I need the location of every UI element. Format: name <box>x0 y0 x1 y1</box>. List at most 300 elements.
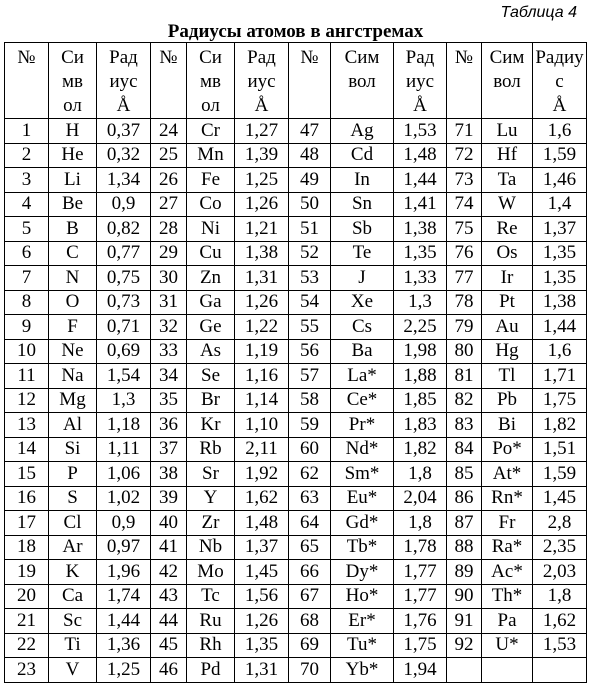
table-row <box>5 143 587 168</box>
symbol-cell: At* <box>482 462 533 487</box>
number-cell: 13 <box>5 413 49 438</box>
radius-cell: 1,46 <box>533 168 587 193</box>
radius-cell: 1,10 <box>235 413 289 438</box>
number-cell: 31 <box>151 290 187 315</box>
radius-cell: 1,88 <box>394 364 447 389</box>
number-cell: 40 <box>151 511 187 536</box>
symbol-cell: Ru <box>187 609 235 634</box>
symbol-cell: La* <box>331 364 394 389</box>
symbol-cell: Fr <box>482 511 533 536</box>
number-cell: 11 <box>5 364 49 389</box>
symbol-cell: Sm* <box>331 462 394 487</box>
radius-cell: 1,62 <box>533 609 587 634</box>
symbol-cell: Br <box>187 388 235 413</box>
symbol-cell: Zr <box>187 511 235 536</box>
number-cell: 69 <box>289 633 331 658</box>
number-cell: 23 <box>5 658 49 683</box>
number-cell: 37 <box>151 437 187 462</box>
symbol-cell: Ra* <box>482 535 533 560</box>
number-cell: 16 <box>5 486 49 511</box>
radius-cell: 1,45 <box>533 486 587 511</box>
radius-cell: 1,76 <box>394 609 447 634</box>
number-cell: 58 <box>289 388 331 413</box>
number-cell: 70 <box>289 658 331 683</box>
table-row <box>5 266 587 291</box>
radius-cell: 1,22 <box>235 315 289 340</box>
radius-cell: 1,41 <box>394 192 447 217</box>
number-cell: 48 <box>289 143 331 168</box>
number-cell: 54 <box>289 290 331 315</box>
number-cell: 52 <box>289 241 331 266</box>
number-cell: 84 <box>447 437 482 462</box>
number-cell: 88 <box>447 535 482 560</box>
symbol-cell: Nd* <box>331 437 394 462</box>
radius-cell: 1,85 <box>394 388 447 413</box>
number-cell: 76 <box>447 241 482 266</box>
number-cell: 82 <box>447 388 482 413</box>
radius-cell: 1,8 <box>394 511 447 536</box>
table-row <box>5 339 587 364</box>
header-symbol-3 <box>331 43 394 119</box>
radius-cell: 0,77 <box>97 241 151 266</box>
table-row <box>5 119 587 144</box>
header-text-line: Си <box>199 47 222 68</box>
table-row <box>5 315 587 340</box>
symbol-cell: Pd <box>187 658 235 683</box>
header-number-3 <box>289 43 331 119</box>
symbol-cell: Rn* <box>482 486 533 511</box>
radius-cell: 2,03 <box>533 560 587 585</box>
number-cell: 75 <box>447 217 482 242</box>
symbol-cell: Ti <box>49 633 97 658</box>
number-cell: 21 <box>5 609 49 634</box>
number-cell: 15 <box>5 462 49 487</box>
table-row <box>5 511 587 536</box>
table-row <box>5 364 587 389</box>
radius-cell: 1,6 <box>533 119 587 144</box>
symbol-cell: Cr <box>187 119 235 144</box>
symbol-cell: U* <box>482 633 533 658</box>
header-text-line: Å <box>254 95 269 116</box>
symbol-cell: Tl <box>482 364 533 389</box>
symbol-cell: B <box>49 217 97 242</box>
header-text-line: Радиу <box>535 47 584 68</box>
symbol-cell: Sc <box>49 609 97 634</box>
radius-cell: 1,35 <box>394 241 447 266</box>
radius-cell: 1,8 <box>394 462 447 487</box>
number-cell: 42 <box>151 560 187 585</box>
radius-cell: 1,18 <box>97 413 151 438</box>
radius-cell: 1,31 <box>235 658 289 683</box>
symbol-cell: Ga <box>187 290 235 315</box>
header-number-2 <box>151 43 187 119</box>
radius-cell: 1,74 <box>97 584 151 609</box>
symbol-cell: C <box>49 241 97 266</box>
number-cell: 20 <box>5 584 49 609</box>
symbol-cell: Hg <box>482 339 533 364</box>
number-cell: 10 <box>5 339 49 364</box>
number-cell: 73 <box>447 168 482 193</box>
symbol-cell: Ni <box>187 217 235 242</box>
radius-cell: 1,98 <box>394 339 447 364</box>
header-text-line: вол <box>348 71 376 92</box>
radius-cell: 1,71 <box>533 364 587 389</box>
number-cell: 55 <box>289 315 331 340</box>
header-symbol-2 <box>187 43 235 119</box>
header-text-line: Å <box>552 95 567 116</box>
symbol-cell: Pa <box>482 609 533 634</box>
symbol-cell: Ag <box>331 119 394 144</box>
radius-cell: 0,71 <box>97 315 151 340</box>
radius-cell: 1,36 <box>97 633 151 658</box>
header-text-line: мв <box>200 71 221 92</box>
symbol-cell: Ta <box>482 168 533 193</box>
symbol-cell: Th* <box>482 584 533 609</box>
radius-cell: 1,06 <box>97 462 151 487</box>
symbol-cell: Tu* <box>331 633 394 658</box>
radius-cell: 1,11 <box>97 437 151 462</box>
radius-cell: 1,59 <box>533 143 587 168</box>
symbol-cell: Pt <box>482 290 533 315</box>
symbol-cell: Pb <box>482 388 533 413</box>
number-cell: 5 <box>5 217 49 242</box>
radius-cell: 1,53 <box>394 119 447 144</box>
radius-cell: 1,44 <box>533 315 587 340</box>
radius-cell: 1,38 <box>235 241 289 266</box>
number-cell: 41 <box>151 535 187 560</box>
radius-cell: 1,75 <box>394 633 447 658</box>
radius-cell: 1,8 <box>533 584 587 609</box>
symbol-cell: Er* <box>331 609 394 634</box>
header-text-line: № <box>159 47 178 68</box>
number-cell: 64 <box>289 511 331 536</box>
symbol-cell: In <box>331 168 394 193</box>
number-cell: 30 <box>151 266 187 291</box>
header-text-line: Рад <box>405 47 435 68</box>
number-cell: 8 <box>5 290 49 315</box>
header-text-line: Å <box>413 95 427 116</box>
header-text-line: иус <box>405 71 435 92</box>
number-cell: 36 <box>151 413 187 438</box>
number-cell: 67 <box>289 584 331 609</box>
radius-cell: 1,75 <box>533 388 587 413</box>
header-radius-3 <box>394 43 447 119</box>
symbol-cell: Tc <box>187 584 235 609</box>
number-cell: 89 <box>447 560 482 585</box>
number-cell: 9 <box>5 315 49 340</box>
radius-cell: 0,9 <box>97 511 151 536</box>
symbol-cell: Sn <box>331 192 394 217</box>
number-cell: 1 <box>5 119 49 144</box>
header-symbol-1 <box>49 43 97 119</box>
number-cell: 83 <box>447 413 482 438</box>
radius-cell: 1,26 <box>235 290 289 315</box>
radius-cell: 0,73 <box>97 290 151 315</box>
symbol-cell: Y <box>187 486 235 511</box>
symbol-cell: Nb <box>187 535 235 560</box>
symbol-cell: Ba <box>331 339 394 364</box>
symbol-cell: Ar <box>49 535 97 560</box>
table-row <box>5 437 587 462</box>
number-cell: 60 <box>289 437 331 462</box>
radius-cell: 1,45 <box>235 560 289 585</box>
symbol-cell: Cd <box>331 143 394 168</box>
radius-cell: 1,26 <box>235 609 289 634</box>
symbol-cell: Na <box>49 364 97 389</box>
radius-cell: 1,38 <box>533 290 587 315</box>
table-header <box>5 43 587 119</box>
number-cell: 86 <box>447 486 482 511</box>
table-row <box>5 290 587 315</box>
radius-cell: 1,31 <box>235 266 289 291</box>
header-text-line: с <box>555 71 564 92</box>
number-cell: 19 <box>5 560 49 585</box>
number-cell: 32 <box>151 315 187 340</box>
radius-cell: 1,44 <box>394 168 447 193</box>
symbol-cell: J <box>331 266 394 291</box>
symbol-cell: Ir <box>482 266 533 291</box>
symbol-cell: As <box>187 339 235 364</box>
symbol-cell: Bi <box>482 413 533 438</box>
number-cell: 24 <box>151 119 187 144</box>
number-cell: 78 <box>447 290 482 315</box>
number-cell: 7 <box>5 266 49 291</box>
document-title: Радиусы атомов в ангстремах <box>167 21 424 42</box>
number-cell: 28 <box>151 217 187 242</box>
number-cell: 65 <box>289 535 331 560</box>
symbol-cell: V <box>49 658 97 683</box>
number-cell: 18 <box>5 535 49 560</box>
symbol-cell: Cl <box>49 511 97 536</box>
header-text-line: иус <box>109 71 138 92</box>
header-number-4 <box>447 43 482 119</box>
header-text-line: Си <box>61 47 84 68</box>
number-cell: 45 <box>151 633 187 658</box>
number-cell: 92 <box>447 633 482 658</box>
header-radius-4 <box>533 43 587 119</box>
number-cell: 74 <box>447 192 482 217</box>
radius-cell: 1,3 <box>97 388 151 413</box>
symbol-cell: Xe <box>331 290 394 315</box>
table-row <box>5 388 587 413</box>
radius-cell: 1,33 <box>394 266 447 291</box>
radius-cell: 1,94 <box>394 658 447 683</box>
radius-cell: 0,9 <box>97 192 151 217</box>
radius-cell: 1,27 <box>235 119 289 144</box>
symbol-cell: K <box>49 560 97 585</box>
symbol-cell: Te <box>331 241 394 266</box>
table-row <box>5 633 587 658</box>
number-cell: 34 <box>151 364 187 389</box>
number-cell: 53 <box>289 266 331 291</box>
radius-cell: 1,4 <box>533 192 587 217</box>
radius-cell: 1,77 <box>394 560 447 585</box>
symbol-cell: Lu <box>482 119 533 144</box>
number-cell: 2 <box>5 143 49 168</box>
symbol-cell: Pr* <box>331 413 394 438</box>
symbol-cell: Cs <box>331 315 394 340</box>
radius-cell: 1,83 <box>394 413 447 438</box>
header-radius-1 <box>97 43 151 119</box>
header-text-line: Рад <box>247 47 276 68</box>
number-cell: 43 <box>151 584 187 609</box>
header-text-line: Сим <box>344 47 380 68</box>
number-cell: 80 <box>447 339 482 364</box>
symbol-cell: Eu* <box>331 486 394 511</box>
radius-cell: 1,34 <box>97 168 151 193</box>
symbol-cell: Re <box>482 217 533 242</box>
header-text-line: № <box>300 47 319 68</box>
radius-cell: 1,35 <box>235 633 289 658</box>
symbol-cell: Hf <box>482 143 533 168</box>
number-cell: 66 <box>289 560 331 585</box>
number-cell: 26 <box>151 168 187 193</box>
symbol-cell: H <box>49 119 97 144</box>
symbol-cell: Zn <box>187 266 235 291</box>
symbol-cell: Ho* <box>331 584 394 609</box>
atomic-radii-table <box>4 42 587 683</box>
radius-cell: 1,35 <box>533 241 587 266</box>
table-row <box>5 535 587 560</box>
radius-cell: 1,44 <box>97 609 151 634</box>
number-cell: 38 <box>151 462 187 487</box>
number-cell: 49 <box>289 168 331 193</box>
number-cell <box>447 658 482 683</box>
symbol-cell: F <box>49 315 97 340</box>
symbol-cell: Si <box>49 437 97 462</box>
number-cell: 63 <box>289 486 331 511</box>
number-cell: 79 <box>447 315 482 340</box>
number-cell: 68 <box>289 609 331 634</box>
symbol-cell: O <box>49 290 97 315</box>
symbol-cell: Po* <box>482 437 533 462</box>
symbol-cell: Fe <box>187 168 235 193</box>
radius-cell: 1,96 <box>97 560 151 585</box>
radius-cell: 0,82 <box>97 217 151 242</box>
radius-cell: 1,3 <box>394 290 447 315</box>
radius-cell: 1,51 <box>533 437 587 462</box>
number-cell: 46 <box>151 658 187 683</box>
symbol-cell: Mn <box>187 143 235 168</box>
radius-cell: 1,92 <box>235 462 289 487</box>
number-cell: 90 <box>447 584 482 609</box>
radius-cell: 1,62 <box>235 486 289 511</box>
radius-cell: 2,8 <box>533 511 587 536</box>
number-cell: 44 <box>151 609 187 634</box>
radius-cell: 1,02 <box>97 486 151 511</box>
radius-cell: 1,16 <box>235 364 289 389</box>
radius-cell: 1,48 <box>235 511 289 536</box>
symbol-cell: Ce* <box>331 388 394 413</box>
radius-cell: 1,82 <box>533 413 587 438</box>
symbol-cell: Ac* <box>482 560 533 585</box>
symbol-cell: Ne <box>49 339 97 364</box>
radius-cell: 1,54 <box>97 364 151 389</box>
number-cell: 50 <box>289 192 331 217</box>
number-cell: 77 <box>447 266 482 291</box>
number-cell: 56 <box>289 339 331 364</box>
symbol-cell: Rb <box>187 437 235 462</box>
symbol-cell: He <box>49 143 97 168</box>
radius-cell: 1,21 <box>235 217 289 242</box>
symbol-cell: Yb* <box>331 658 394 683</box>
radius-cell: 2,35 <box>533 535 587 560</box>
header-symbol-4 <box>482 43 533 119</box>
table-row <box>5 658 587 683</box>
number-cell: 22 <box>5 633 49 658</box>
radius-cell: 1,53 <box>533 633 587 658</box>
header-text-line: мв <box>62 71 83 92</box>
symbol-cell: W <box>482 192 533 217</box>
radius-cell: 1,48 <box>394 143 447 168</box>
table-row <box>5 609 587 634</box>
table-row <box>5 192 587 217</box>
symbol-cell: Be <box>49 192 97 217</box>
symbol-cell: Sr <box>187 462 235 487</box>
symbol-cell <box>482 658 533 683</box>
table-row <box>5 168 587 193</box>
symbol-cell: Rh <box>187 633 235 658</box>
radius-cell: 1,35 <box>533 266 587 291</box>
table-row <box>5 217 587 242</box>
number-cell: 6 <box>5 241 49 266</box>
symbol-cell: Ge <box>187 315 235 340</box>
number-cell: 12 <box>5 388 49 413</box>
table-row <box>5 560 587 585</box>
symbol-cell: Al <box>49 413 97 438</box>
radius-cell: 1,78 <box>394 535 447 560</box>
radius-cell: 1,37 <box>533 217 587 242</box>
header-text-line: Рад <box>109 47 138 68</box>
number-cell: 91 <box>447 609 482 634</box>
symbol-cell: S <box>49 486 97 511</box>
symbol-cell: Cu <box>187 241 235 266</box>
number-cell: 4 <box>5 192 49 217</box>
number-cell: 33 <box>151 339 187 364</box>
number-cell: 57 <box>289 364 331 389</box>
symbol-cell: N <box>49 266 97 291</box>
radius-cell: 1,56 <box>235 584 289 609</box>
table-row <box>5 486 587 511</box>
number-cell: 35 <box>151 388 187 413</box>
radius-cell: 1,14 <box>235 388 289 413</box>
symbol-cell: P <box>49 462 97 487</box>
number-cell: 14 <box>5 437 49 462</box>
radius-cell: 0,37 <box>97 119 151 144</box>
radius-cell: 1,39 <box>235 143 289 168</box>
table-row <box>5 413 587 438</box>
symbol-cell: Dy* <box>331 560 394 585</box>
header-text-line: ол <box>63 95 82 116</box>
radius-cell: 1,38 <box>394 217 447 242</box>
header-text-line: иус <box>247 71 276 92</box>
symbol-cell: Ca <box>49 584 97 609</box>
radius-cell: 0,97 <box>97 535 151 560</box>
table-body <box>5 119 587 683</box>
number-cell: 62 <box>289 462 331 487</box>
number-cell: 81 <box>447 364 482 389</box>
header-text-line: Сим <box>489 47 525 68</box>
radius-cell: 1,37 <box>235 535 289 560</box>
number-cell: 29 <box>151 241 187 266</box>
number-cell: 87 <box>447 511 482 536</box>
number-cell: 25 <box>151 143 187 168</box>
number-cell: 72 <box>447 143 482 168</box>
radius-cell: 1,77 <box>394 584 447 609</box>
radius-cell: 1,82 <box>394 437 447 462</box>
table-row <box>5 462 587 487</box>
radius-cell: 0,32 <box>97 143 151 168</box>
